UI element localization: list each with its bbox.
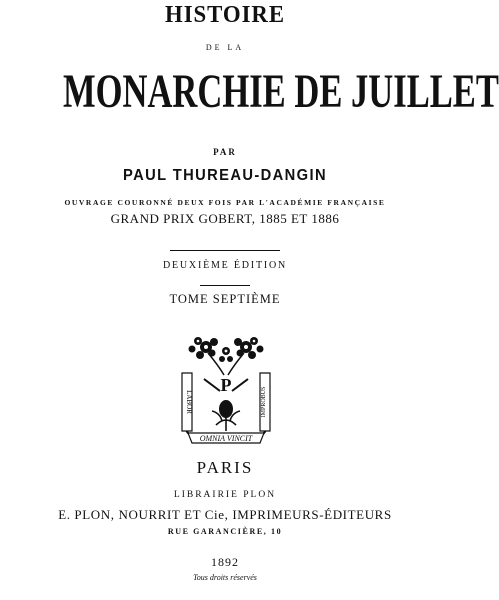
monogram-text: P [220, 375, 232, 395]
title-top: HISTOIRE [165, 2, 285, 28]
edition-line: DEUXIÈME ÉDITION [162, 260, 288, 271]
motto-left: LABOR [185, 390, 193, 414]
publisher: E. PLON, NOURRIT ET Cie, IMPRIMEURS-ÉDITEURS [58, 507, 392, 522]
volume-line: TOME SEPTIÈME [169, 292, 281, 306]
divider [170, 250, 280, 251]
motto-bottom: OMNIA VINCIT [199, 434, 253, 443]
publisher-emblem-icon [178, 335, 274, 447]
title-connector: DE LA [205, 43, 245, 52]
publication-year: 1892 [211, 555, 239, 569]
city: PARIS [196, 458, 254, 477]
motto-right: IMPROBUS [261, 386, 267, 418]
address: RUE GARANCIÈRE, 10 [167, 527, 283, 536]
prize-line: GRAND PRIX GOBERT, 1885 ET 1886 [110, 211, 340, 226]
by-line: PAR [213, 147, 237, 157]
title-main: MONARCHIE DE JUILLET [63, 65, 499, 118]
divider [200, 285, 250, 286]
award-note: OUVRAGE COURONNÉ DEUX FOIS PAR L'ACADÉMIE FRANÇAISE [64, 198, 386, 207]
author-name: PAUL THUREAU-DANGIN [123, 167, 327, 184]
bookshop: LIBRAIRIE PLON [173, 490, 277, 500]
rights-notice: Tous droits réservés [193, 573, 257, 582]
